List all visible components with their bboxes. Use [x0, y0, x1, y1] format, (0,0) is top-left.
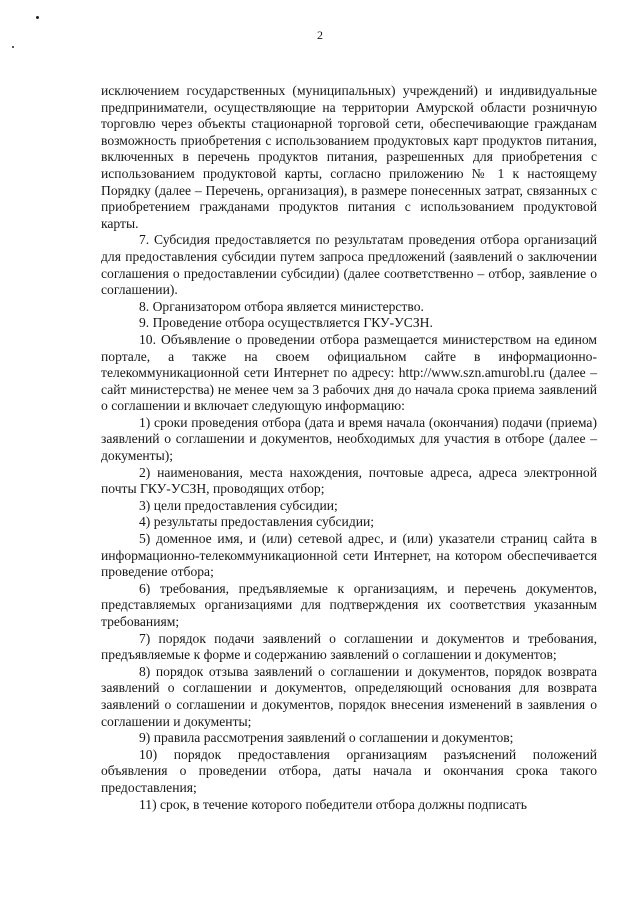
- page-number: 2: [317, 28, 323, 42]
- scan-speck: [12, 46, 14, 48]
- scan-speck: [36, 16, 39, 19]
- list-item: 11) срок, в течение которого победители отбора должны подписать: [139, 796, 527, 812]
- list-item: 10) порядок предоставления организациям разъяснений положений объявления о проведении отбора, даты начала и окончания срока такого предоставления;: [101, 746, 597, 795]
- list-item: 2) наименования, места нахождения, почтовые адреса, адреса электронной почты ГКУ-УСЗН, проводящих отбор;: [101, 464, 597, 497]
- list-item: 8) порядок отзыва заявлений о соглашении и документов, порядок возврата заявлений о соглашении и документов, определяющий основания для возврата заявлений о соглашении и документов, порядок внесения изменений в заявления о соглашении и документы;: [101, 663, 597, 729]
- list-item: 6) требования, предъявляемые к организациям, и перечень документов, представляемых организациями для подтверждения их соответствия указанным требованиям;: [101, 580, 597, 629]
- document-body: [101, 83, 597, 813]
- paragraph: 10. Объявление о проведении отбора размещается министерством на едином портале, а также на своем официальном сайте в информационно-телекоммуникационной сети Интернет по адресу: http://www.szn.amurobl.ru (далее – сайт министерства) не менее чем за 3 рабочих дня до начала срока приема заявлений о соглашении и включает следующую информацию:: [101, 331, 597, 414]
- list-item: 1) сроки проведения отбора (дата и время начала (окончания) подачи (приема) заявлений о соглашении и документов, необходимых для участия в отборе (далее – документы);: [101, 414, 597, 464]
- paragraph: 7. Субсидия предоставляется по результатам проведения отбора организаций для предоставления субсидии путем запроса предложений (заявлений о заключении соглашения о предоставлении субсидии) (далее соответственно – отбор, заявление о соглашении).: [101, 232, 597, 298]
- paragraph: 8. Организатором отбора является министерство.: [139, 298, 424, 314]
- list-item: 5) доменное имя, и (или) сетевой адрес, и (или) указатели страниц сайта в информационно-телекоммуникационной сети Интернет, на котором обеспечивается проведение отбора;: [101, 531, 597, 580]
- paragraph: 9. Проведение отбора осуществляется ГКУ-УСЗН.: [139, 315, 433, 331]
- list-item: 4) результаты предоставления субсидии;: [139, 514, 375, 530]
- paragraph: исключением государственных (муниципальных) учреждений) и индивидуальные предприниматели, осуществляющие на территории Амурской области розничную торговлю через объекты стационарной торговой сети, обеспечивающие гражданам возможность приобретения с использованием продуктовых карт продуктов питания, включенных в перечень продуктов питания, разрешенных для приобретения с использованием продуктовой карты, согласно приложению № 1 к настоящему Порядку (далее – Перечень, организация), в размере понесенных затрат, связанных с приобретением гражданами продуктов питания с использованием продуктовой карты.: [101, 83, 597, 231]
- list-item: 9) правила рассмотрения заявлений о соглашении и документов;: [139, 730, 514, 746]
- list-item: 7) порядок подачи заявлений о соглашении и документов и требования, предъявляемые к форме и содержанию заявлений о соглашении и документов;: [101, 630, 597, 663]
- list-item: 3) цели предоставления субсидии;: [139, 497, 338, 513]
